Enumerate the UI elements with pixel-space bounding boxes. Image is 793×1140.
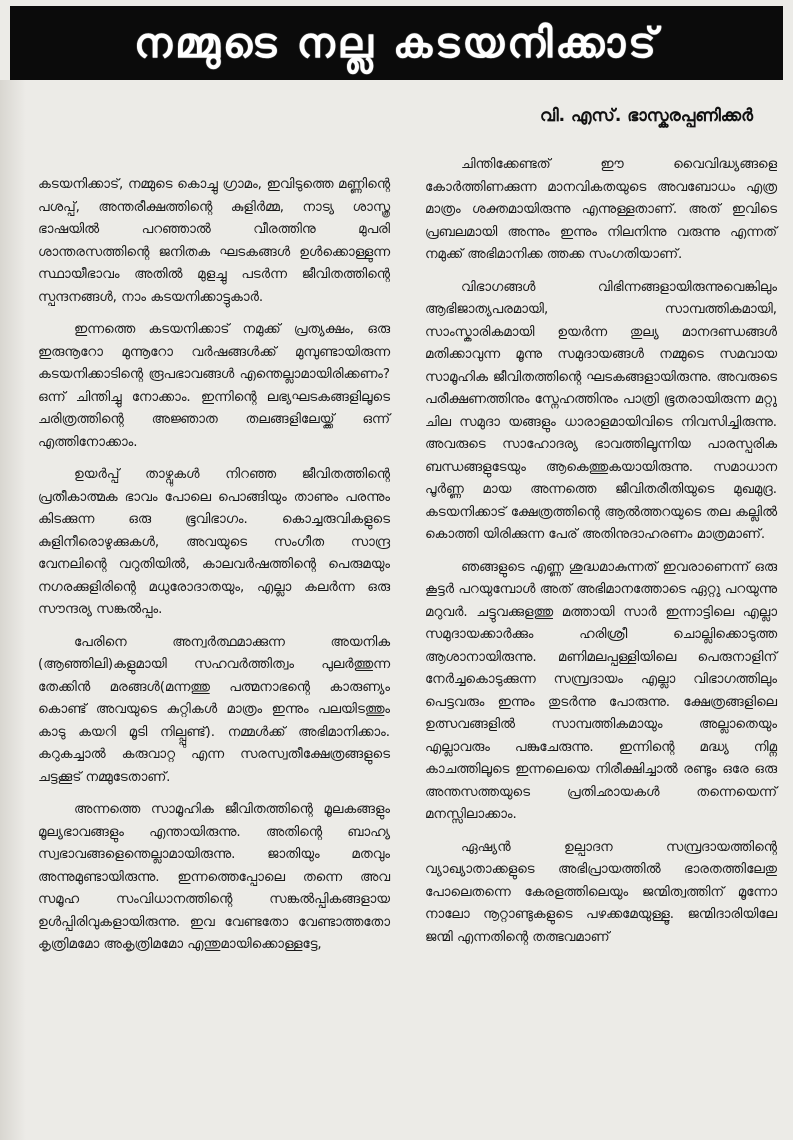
right-column <box>425 154 777 959</box>
author-byline: വി. എസ്. ഭാസ്കരപ്പണിക്കർ <box>540 106 753 126</box>
page-edge-shadow <box>0 80 26 1140</box>
paragraph: ഇന്നത്തെ കടയനിക്കാട് നമുക്ക് പ്രത്യക്ഷം, ഒരു ഇരുനൂറോ മുന്നൂറോ വർഷങ്ങൾക്ക് മുമ്പുണ്ടായിരുന്ന കടയനിക്കാടിന്റെ രൂപഭാവങ്ങൾ എന്തെല്ലാമായിരിക്കണം? ഒന്ന് ചിന്തിച്ചു നോക്കാം. ഇന്നിന്റെ ലഭ്യഘടകങ്ങളിലൂടെ ചരിത്രത്തിന്റെ അജ്ഞാത തലങ്ങളിലേയ്ക്ക് ഒന്ന് എത്തിനോക്കാം. <box>38 322 390 450</box>
paragraph: ഏഷ്യൻ ഉല്പാദന സമ്പ്രദായത്തിന്റെ വ്യാഖ്യാതാക്കളുടെ അഭിപ്രായത്തിൽ ഭാരതത്തിലേതു പോലെതന്നെ കേരളത്തിലെയും ജന്മിത്വത്തിന് മൂന്നോ നാലോ നൂറ്റാണ്ടുകളുടെ പഴക്കമേയുള്ളൂ. ജന്മിദാരിയിലേ ജന്മി എന്നതിന്റെ തത്ഭവമാണ് <box>425 839 777 945</box>
paragraph: കടയനിക്കാട്, നമ്മുടെ കൊച്ചു ഗ്രാമം, ഇവിടുത്തെ മണ്ണിന്റെ പശപ്പ്, അന്തരീക്ഷത്തിന്റെ കുളിർമ്മ, നാട്യ ശാസ്ത്ര ഭാഷയിൽ പറഞ്ഞാൽ വീരത്തിനു മുപരി ശാന്തരസത്തിന്റെ ജനിതക ഘടകങ്ങൾ ഉൾക്കൊള്ളുന്ന സ്ഥായീഭാവം അതിൽ മുളച്ചു പടർന്ന ജീവിതത്തിന്റെ സ്പന്ദനങ്ങൾ, നാം കടയനിക്കാട്ടുകാർ. <box>38 177 390 305</box>
paragraph: ചിന്തിക്കേണ്ടത് ഈ വൈവിദ്ധ്യങ്ങളെ കോർത്തിണക്കുന്ന മാനവികതയുടെ അവബോധം എത്ര മാത്രം ശക്തമായിരുന്നു എന്നുള്ളതാണ്. അത് ഇവിടെ പ്രബലമായി അന്നും ഇന്നും നിലനിന്നു വരുന്നു എന്നത് നമുക്ക് അഭിമാനിക്ക ത്തക്ക സംഗതിയാണ്. <box>425 157 777 262</box>
paragraph: ഞങ്ങളുടെ എണ്ണ ശുദ്ധമാകുന്നത് ഇവരാണെന്ന് ഒരു കൂട്ടർ പറയുമ്പോൾ അത് അഭിമാനത്തോടെ ഏറ്റു പറയുന്നു മറുവർ. ചട്ടുവക്കുളത്തു മത്തായി സാർ ഇന്നാട്ടിലെ എല്ലാ സമുദായക്കാർക്കും ഹരിശ്രീ ചൊല്ലിക്കൊടുത്ത ആശാനായിരുന്നു. മണിമലപ്പള്ളിയിലെ പെരുനാളിന് നേർച്ചകൊടുക്കുന്ന സമ്പ്രദായം എല്ലാ വിഭാഗത്തിലും പെട്ടവരും ഇന്നും തുടർന്നു പോരുന്നു. ക്ഷേത്രങ്ങളിലെ ഉത്സവങ്ങളിൽ സാമ്പത്തികമായും അല്ലാതെയും എല്ലാവരും പങ്കുചേരുന്നു. ഇന്നിന്റെ മദ്ധ്യ നിമ്ന കാചത്തിലൂടെ ഇന്നലെയെ നിരീക്ഷിച്ചാൽ രണ്ടും ഒരേ ഒരു അന്തസത്തയുടെ പ്രതിഛായകൾ തന്നെയെന്ന് മനസ്സിലാക്കാം. <box>425 559 777 822</box>
paragraph: പേരിനെ അന്വർത്ഥമാക്കുന്ന അയനിക (ആഞ്ഞിലി)കളുമായി സഹവർത്തിത്വം പുലർത്തുന്ന തേക്കിൻ മരങ്ങൾ(മന്നത്തു പത്മനാഭന്റെ കാരുണ്യം കൊണ്ട് അവയുടെ കുറ്റികൾ മാത്രം ഇന്നും പലയിടത്തും കാടു കയറി മൂടി നില്പ്പുണ്ട്). നമ്മൾക്ക് അഭിമാനിക്കാം. കറുകച്ചാൽ കരുവാറ്റ എന്ന സരസ്വതീക്ഷേത്രങ്ങളുടെ ചട്ടക്കൂട് നമ്മുടേതാണ്. <box>38 634 390 785</box>
paragraph: ഉയർപ്പ് താഴ്വുകൾ നിറഞ്ഞ ജീവിതത്തിന്റെ പ്രതീകാത്മക ഭാവം പോലെ പൊങ്ങിയും താണും പരന്നും കിടക്കുന്ന ഒരു ഭൂവിഭാഗം. കൊച്ചരുവികളുടെ കുളിനീരൊഴുക്കുകൾ, അവയുടെ സംഗീത സാന്ദ്ര വേനലിന്റെ വറുതിയിൽ, കാലവർഷത്തിന്റെ പെരുമയും നഗരക്കുളിരിന്റെ മധുരോദാതയും, എല്ലാ കലർന്ന ഒരു സൗന്ദര്യ സങ്കൽപ്പം. <box>38 467 390 617</box>
article-title: നമ്മുടെ നല്ല കടയനിക്കാട് <box>134 18 659 67</box>
title-banner <box>10 6 783 80</box>
left-column <box>38 174 390 967</box>
paragraph: വിഭാഗങ്ങൾ വിഭിന്നങ്ങളായിരുന്നുവെങ്കിലും ആഭിജാത്യപരമായി, സാമ്പത്തികമായി, സാംസ്കാരികമായി ഉയർന്ന തുല്യ മാനദണ്ഡങ്ങൾ മതിക്കാവുന്ന മൂന്നു സമുദായങ്ങൾ നമ്മുടെ സമവായ സാമൂഹിക ജീവിതത്തിന്റെ ഘടകങ്ങളായിരുന്നു. അവരുടെ പരീക്ഷണത്തിനും സ്നേഹത്തിനും പാത്രി ഭൂതരായിരുന്ന മറ്റു ചില സമുദാ യങ്ങളും ധാരാളമായിവിടെ നിവസിച്ചിരുന്നു. അവരുടെ സാഹോദര്യ ഭാവത്തിലൂന്നിയ പാരസ്പരിക ബന്ധങ്ങളുടേയും ആകെത്തുകയായിരുന്നു. സമാധാന പൂർണ്ണ മായ അന്നത്തെ ജീവിതരീതിയുടെ മുഖമുദ്ര. കടയനിക്കാട് ക്ഷേത്രത്തിന്റെ ആൽത്തറയുടെ തല കല്ലിൽ കൊത്തി യിരിക്കുന്ന പേര് അതിനുദാഹരണം മാത്രമാണ്. <box>425 279 777 542</box>
paragraph: അന്നത്തെ സാമൂഹിക ജീവിതത്തിന്റെ മൂലകങ്ങളും മൂല്യഭാവങ്ങളും എന്തായിരുന്നു. അതിന്റെ ബാഹ്യ സ്വഭാവങ്ങളെന്തെല്ലാമായിരുന്നു. ജാതിയും മതവും അന്നുമുണ്ടായിരുന്നു. ഇന്നത്തെപ്പോലെ തന്നെ അവ സമൂഹ സംവിധാനത്തിന്റെ സങ്കൽപ്പികങ്ങളായ ഉൾപ്പിരിവുകളായിരുന്നു. ഇവ വേണ്ടതോ വേണ്ടാത്തതോ കൃത്രിമമോ അകൃത്രിമമോ എന്തുമായിക്കൊള്ളട്ടേ, <box>38 802 390 952</box>
